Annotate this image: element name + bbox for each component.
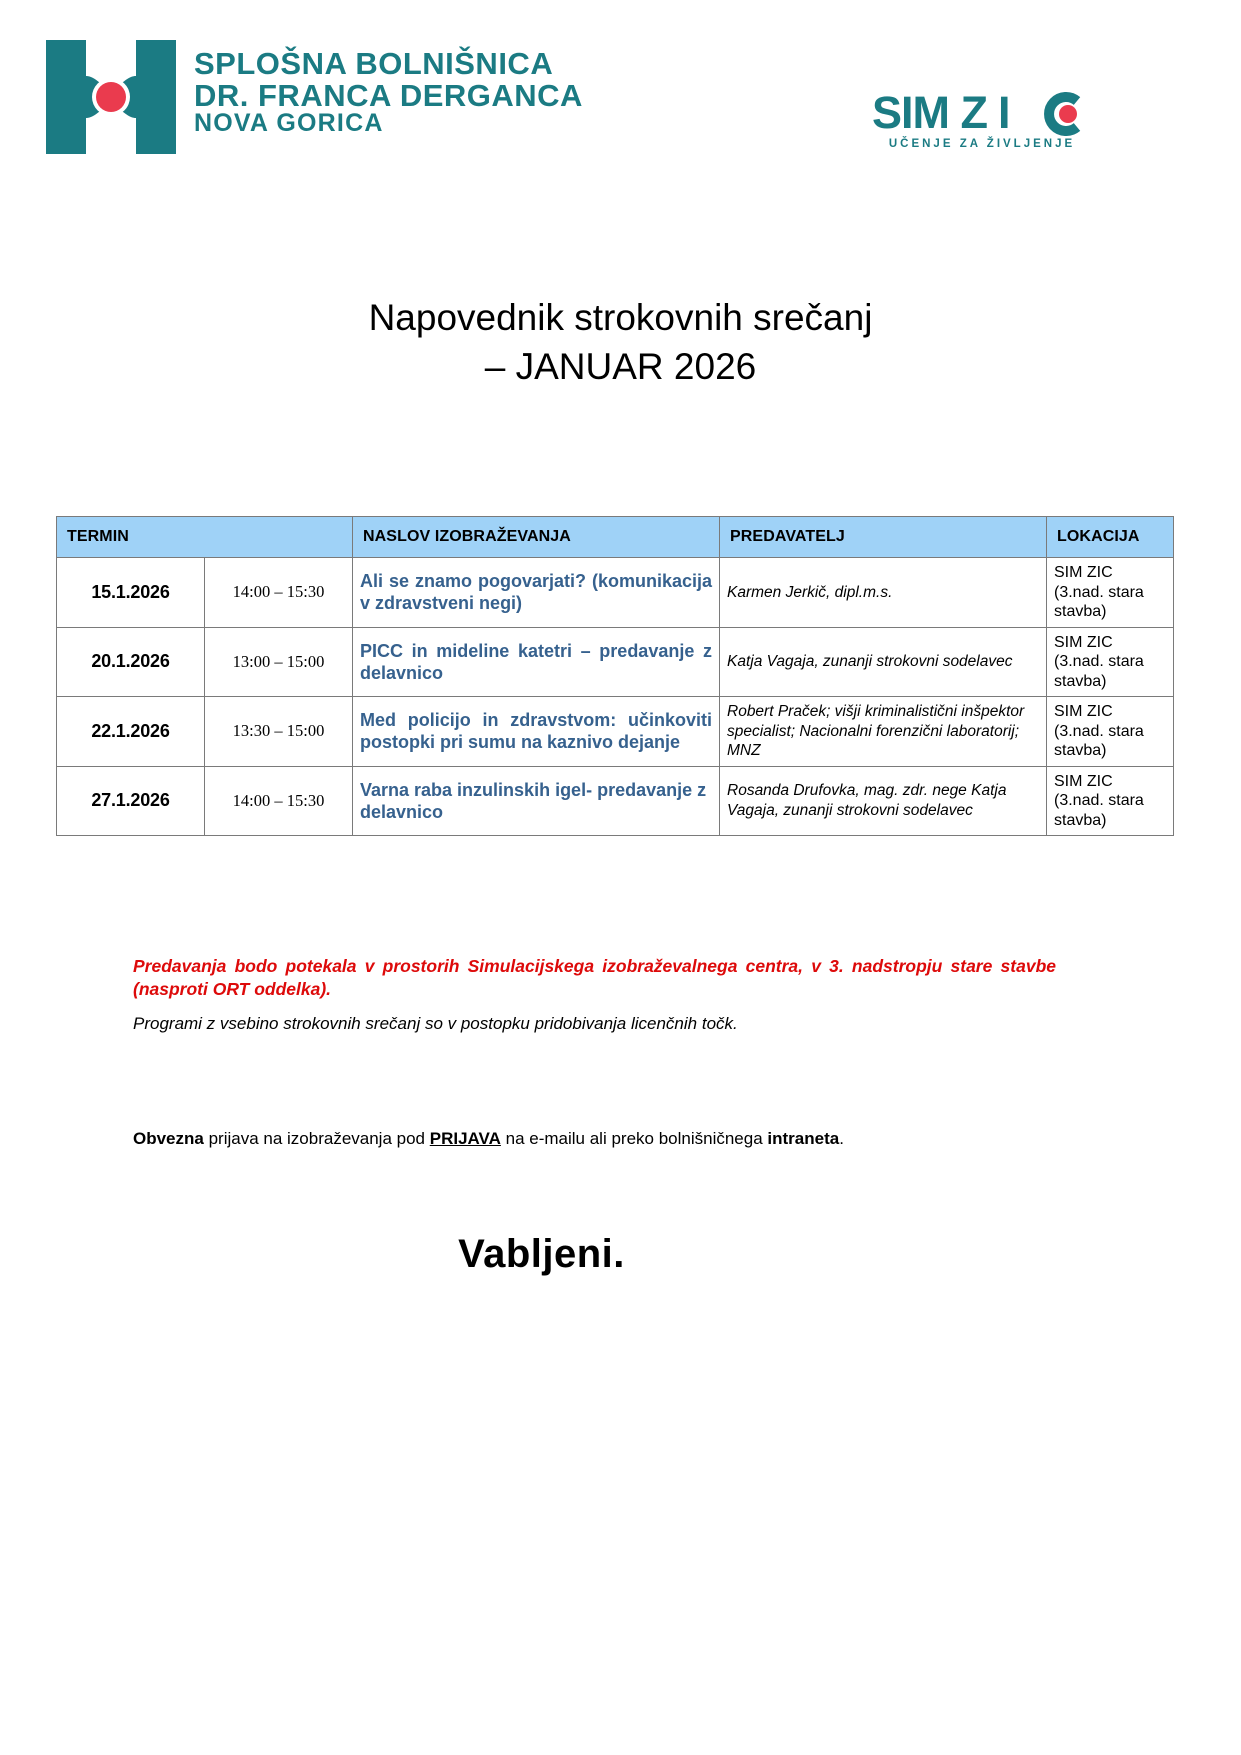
cell-date: 27.1.2026 — [57, 766, 205, 836]
hospital-name — [194, 36, 583, 137]
cell-time: 13:30 – 15:00 — [205, 697, 353, 767]
page-title — [0, 294, 1241, 392]
cell-presenter: Robert Praček; višji kriminalistični inšpektor specialist; Nacionalni forenzični laboratorij; MNZ — [720, 697, 1047, 767]
cell-title: Ali se znamo pogovarjati? (komunikacija v zdravstveni negi) — [353, 558, 720, 628]
cell-title: PICC in mideline katetri – predavanje z delavnico — [353, 627, 720, 697]
signup-note-mid2: na e-mailu ali preko bolnišničnega — [500, 1129, 768, 1148]
cell-presenter: Katja Vagaja, zunanji strokovni sodelavec — [720, 627, 1047, 697]
page-header — [0, 0, 1241, 200]
column-header-naslov: NASLOV IZOBRAŽEVANJA — [353, 517, 720, 558]
column-header-termin: TERMIN — [57, 517, 353, 558]
table-header-row — [57, 517, 1174, 558]
cell-location: SIM ZIC (3.nad. stara stavba) — [1047, 697, 1174, 767]
table-row — [57, 558, 1174, 628]
cell-date: 20.1.2026 — [57, 627, 205, 697]
table-row — [57, 697, 1174, 767]
page-title-line2: – JANUAR 2026 — [484, 345, 757, 387]
signup-note-period: . — [839, 1129, 844, 1148]
closing-line — [0, 1232, 1241, 1277]
cell-time: 14:00 – 15:30 — [205, 766, 353, 836]
venue-note: Predavanja bodo potekala v prostorih Simulacijskega izobraževalnega centra, v 3. nadstropju stare stavbe (nasproti ORT oddelka). — [133, 956, 1056, 1000]
prijava-link[interactable]: PRIJAVA — [429, 1129, 501, 1148]
sim-zic-wordmark-icon — [872, 88, 1082, 136]
svg-text:I: I — [998, 88, 1010, 136]
svg-text:SIM Z: SIM Z — [872, 88, 987, 136]
cell-title: Varna raba inzulinskih igel- predavanje z delavnico — [353, 766, 720, 836]
closing-text: Vabljeni. — [458, 1232, 625, 1276]
cell-location: SIM ZIC (3.nad. stara stavba) — [1047, 766, 1174, 836]
licence-note: Programi z vsebino strokovnih srečanj so v postopku pridobivanja licenčnih točk. — [133, 1014, 738, 1033]
page-title-line1: Napovednik strokovnih srečanj — [368, 297, 873, 338]
cell-location: SIM ZIC (3.nad. stara stavba) — [1047, 558, 1174, 628]
column-header-predavatelj: PREDAVATELJ — [720, 517, 1047, 558]
schedule-table-container — [56, 516, 1173, 836]
hospital-name-line2: DR. FRANCA DERGANCA — [194, 77, 583, 113]
cell-date: 22.1.2026 — [57, 697, 205, 767]
schedule-table — [56, 516, 1174, 836]
table-row — [57, 766, 1174, 836]
signup-note-mid1: prijava na izobraževanja pod — [203, 1129, 430, 1148]
cell-location: SIM ZIC (3.nad. stara stavba) — [1047, 627, 1174, 697]
sim-zic-tagline: UČENJE ZA ŽIVLJENJE — [888, 138, 1076, 150]
cell-title: Med policijo in zdravstvom: učinkoviti postopki pri sumu na kaznivo dejanje — [353, 697, 720, 767]
cell-time: 14:00 – 15:30 — [205, 558, 353, 628]
sim-zic-logo — [872, 88, 1092, 150]
hospital-name-line3: NOVA GORICA — [194, 109, 384, 138]
signup-note — [133, 1128, 1093, 1150]
signup-note-bold-end: intraneta — [767, 1129, 840, 1148]
cell-date: 15.1.2026 — [57, 558, 205, 628]
hospital-logo — [44, 36, 583, 158]
hospital-h-mark-icon — [44, 36, 176, 158]
table-row — [57, 627, 1174, 697]
hospital-name-line1: SPLOŠNA BOLNIŠNICA — [194, 46, 554, 81]
cell-presenter: Rosanda Drufovka, mag. zdr. nege Katja Vagaja, zunanji strokovni sodelavec — [720, 766, 1047, 836]
column-header-lokacija: LOKACIJA — [1047, 517, 1174, 558]
cell-presenter: Karmen Jerkič, dipl.m.s. — [720, 558, 1047, 628]
cell-time: 13:00 – 15:00 — [205, 627, 353, 697]
signup-note-bold-start: Obvezna — [133, 1129, 204, 1148]
